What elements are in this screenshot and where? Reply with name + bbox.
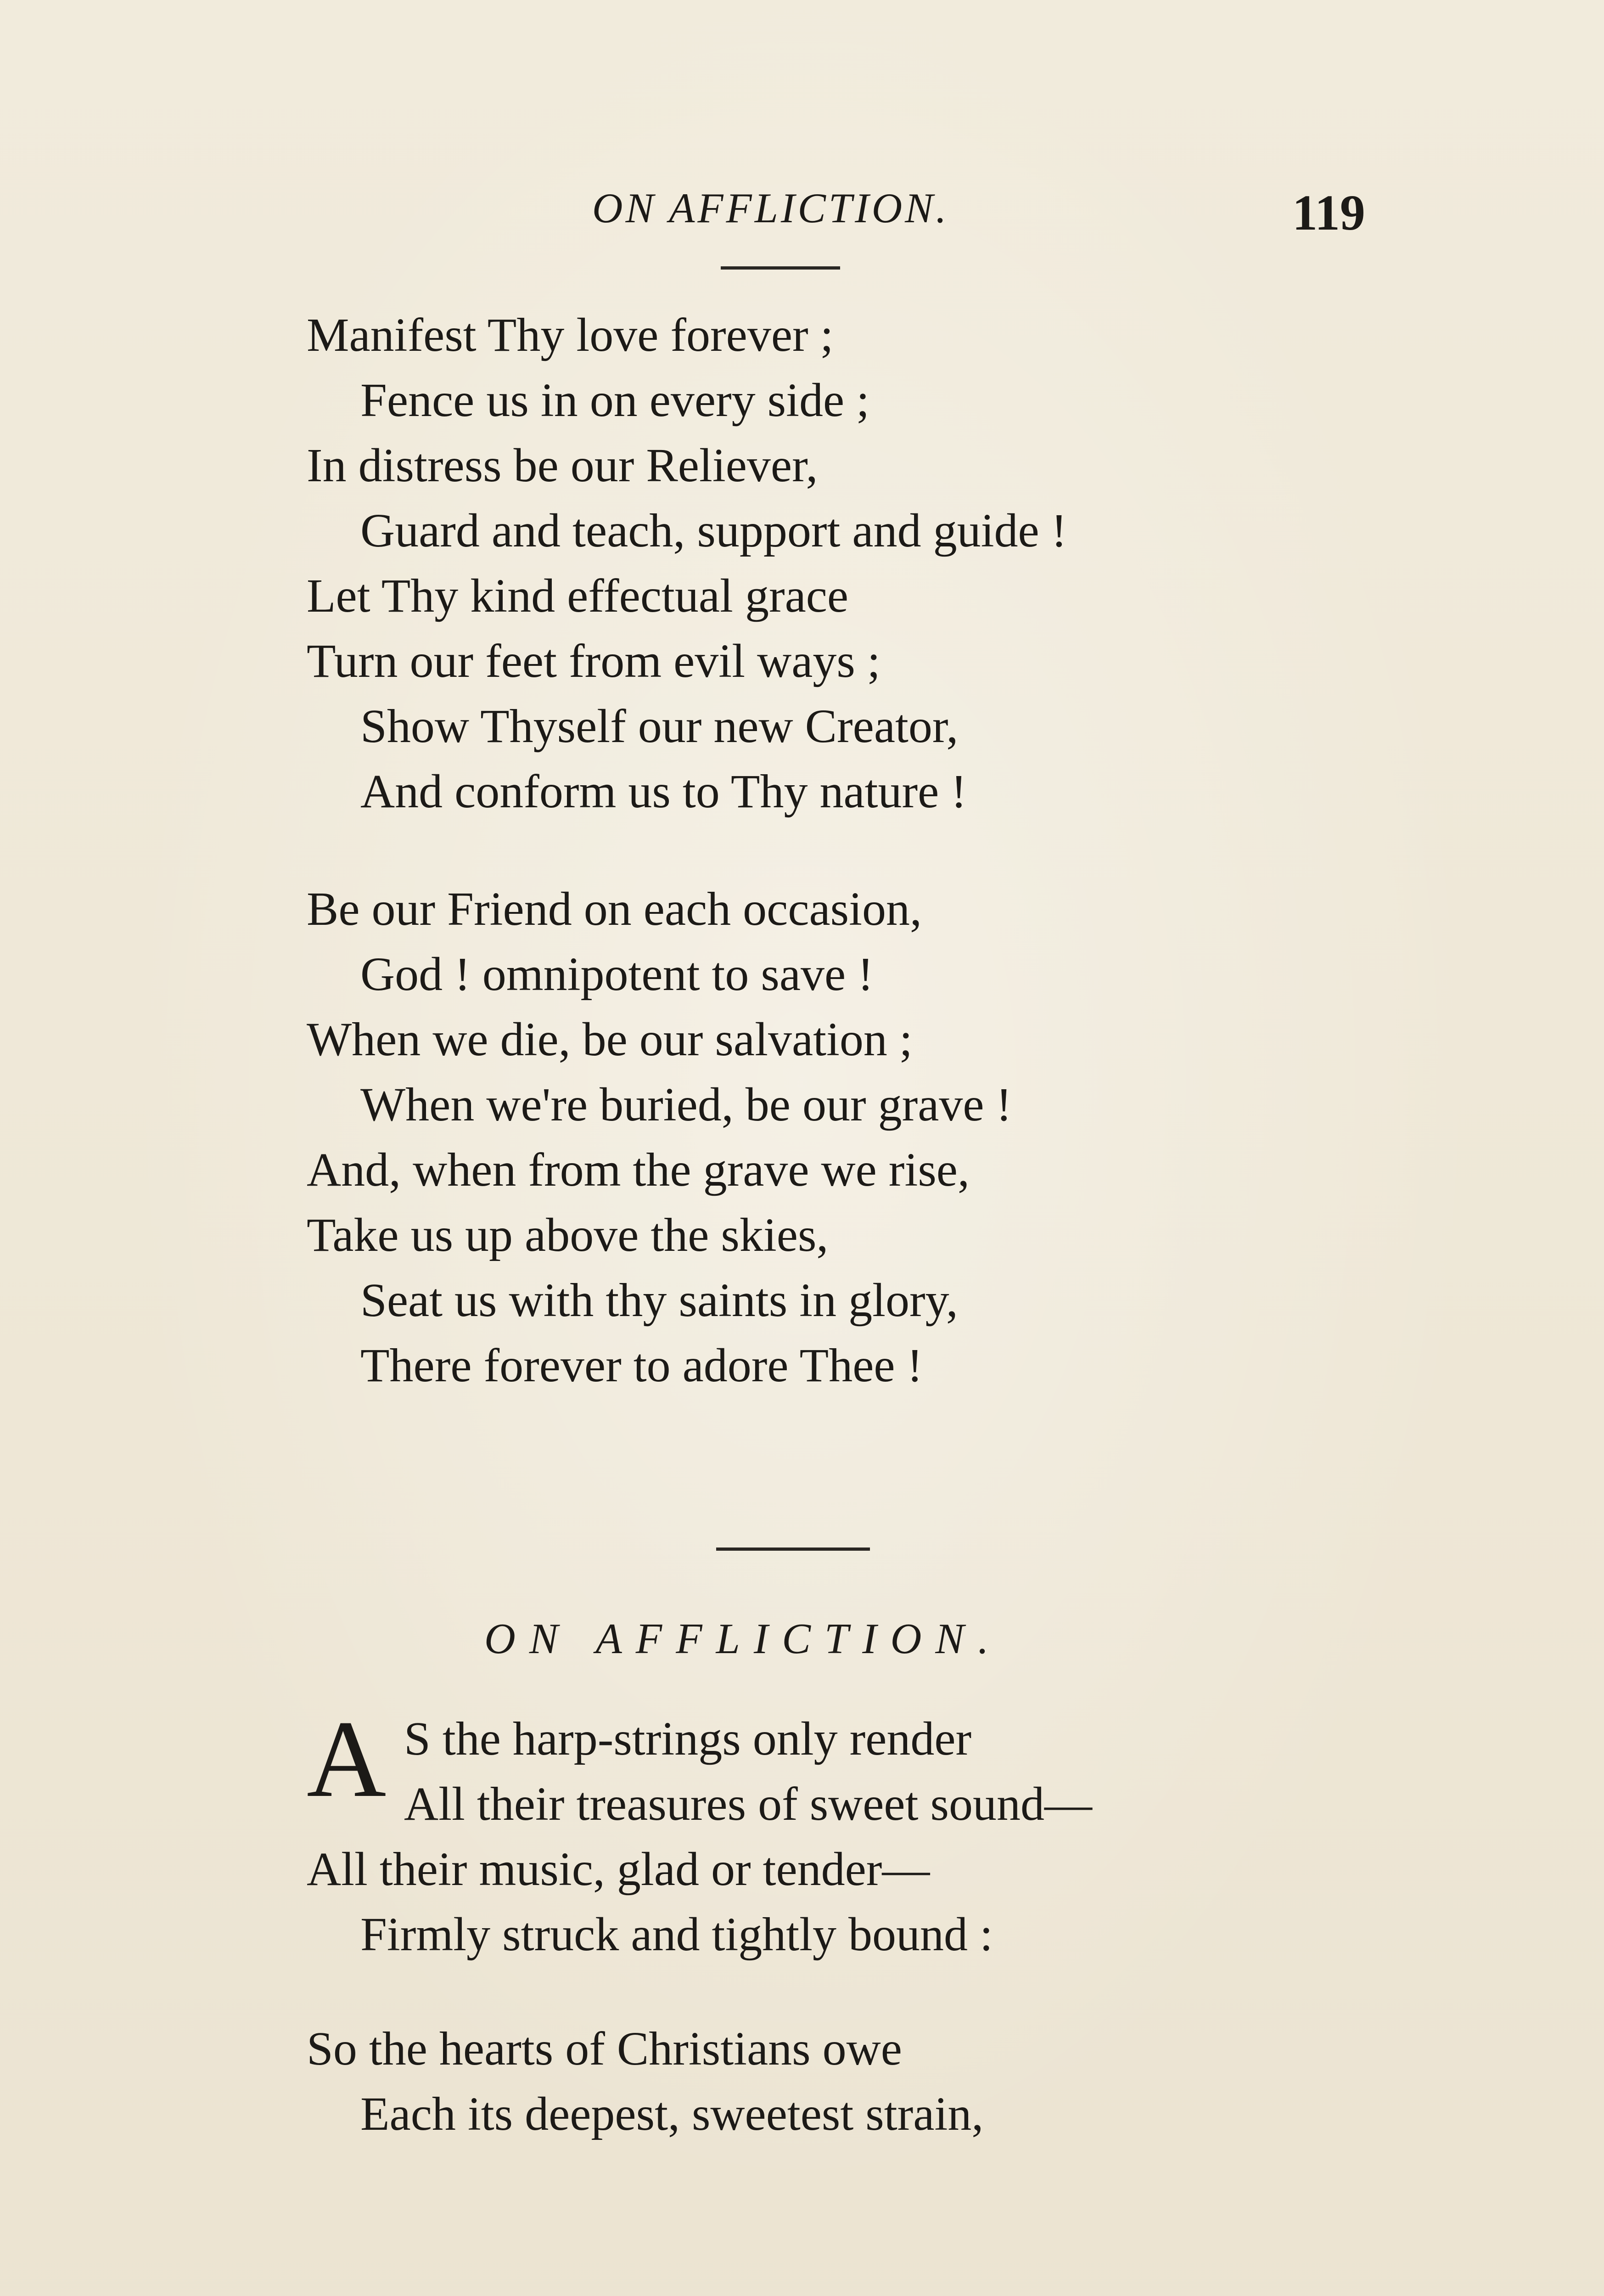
poem-line: S the harp-strings only render xyxy=(404,1712,972,1765)
header-rule xyxy=(721,266,840,270)
poem-line: And, when from the grave we rise, xyxy=(307,1143,970,1196)
poem-line: Turn our feet from evil ways ; xyxy=(307,635,881,687)
poem-line: In distress be our Reliever, xyxy=(307,439,818,492)
poem-line: So the hearts of Christians owe xyxy=(307,2022,902,2075)
poem-line: Be our Friend on each occasion, xyxy=(307,883,922,935)
poem-line: All their treasures of sweet sound— xyxy=(404,1778,1092,1830)
page-number: 119 xyxy=(1292,185,1365,241)
poem-line: Guard and teach, support and guide ! xyxy=(360,504,1067,557)
running-title: ON AFFLICTION. xyxy=(592,185,949,231)
poem-line: And conform us to Thy nature ! xyxy=(360,765,967,818)
poem-line: Each its deepest, sweetest strain, xyxy=(360,2088,984,2140)
poem-line: Let Thy kind effectual grace xyxy=(307,569,849,622)
poem-line: When we die, be our salvation ; xyxy=(307,1013,913,1066)
poem-line: Fence us in on every side ; xyxy=(360,374,870,427)
poem-line: When we're buried, be our grave ! xyxy=(360,1078,1012,1131)
poem-line: Take us up above the skies, xyxy=(307,1209,829,1261)
poem-line: Show Thyself our new Creator, xyxy=(360,700,959,753)
poem-line: Firmly struck and tightly bound : xyxy=(360,1908,993,1961)
poem-line: All their music, glad or tender— xyxy=(307,1843,930,1896)
drop-cap: A xyxy=(307,1698,387,1820)
poem-line: Manifest Thy love forever ; xyxy=(307,309,834,361)
poem-line: God ! omnipotent to save ! xyxy=(360,948,874,1001)
section-divider xyxy=(716,1548,870,1551)
poem-line: Seat us with thy saints in glory, xyxy=(360,1274,958,1327)
poem-title: ON AFFLICTION. xyxy=(484,1615,1003,1663)
poem-line: There forever to adore Thee ! xyxy=(360,1339,923,1392)
